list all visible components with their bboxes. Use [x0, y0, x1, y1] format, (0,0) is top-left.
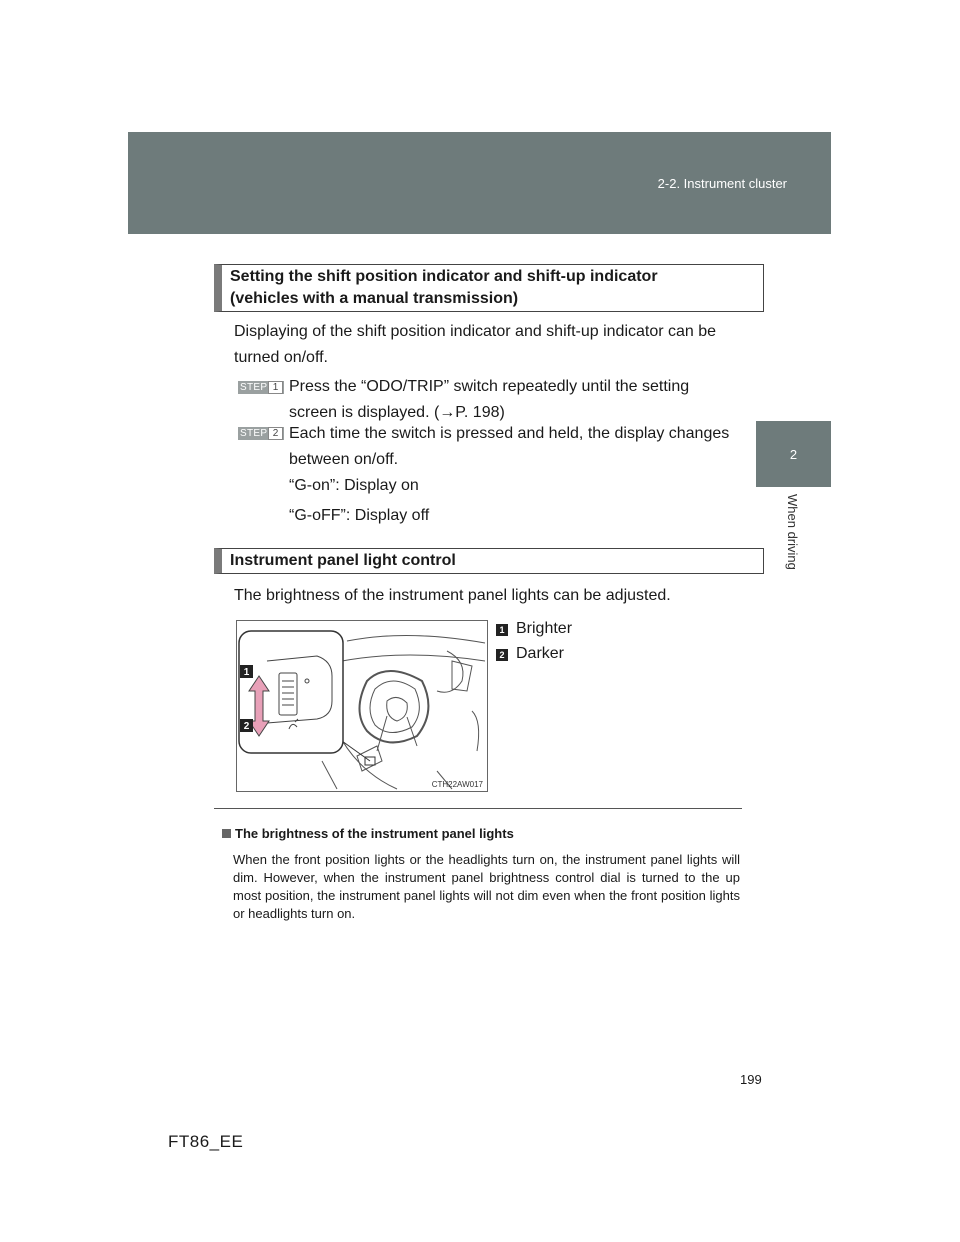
- dashboard-drawing: [237, 621, 487, 791]
- legend-number-1: 1: [496, 624, 508, 636]
- step-number: 1: [268, 381, 283, 394]
- step-2-line2: between on/off.: [289, 451, 399, 468]
- shift-intro-line1: Displaying of the shift position indicator and shift-up indicator can be: [234, 323, 717, 340]
- note-heading-text: The brightness of the instrument panel lights: [235, 826, 514, 841]
- divider: [214, 808, 742, 809]
- step-label: STEP: [240, 382, 268, 393]
- panel-intro: The brightness of the instrument panel lights can be adjusted.: [234, 587, 671, 604]
- step-2-line1: Each time the switch is pressed and held, the display changes: [289, 425, 730, 442]
- model-code: FT86_EE: [168, 1132, 244, 1151]
- chapter-title: When driving: [785, 494, 800, 570]
- step-1-line2: screen is displayed. (→P. 198): [289, 404, 505, 421]
- step-1-text: [289, 374, 740, 426]
- shift-intro: [234, 319, 740, 371]
- shift-intro-line2: turned on/off.: [234, 349, 328, 366]
- figure-code: CTH22AW017: [431, 780, 483, 789]
- legend-label-brighter: Brighter: [516, 620, 573, 637]
- legend-number-2: 2: [496, 649, 508, 661]
- section-title-line1: Setting the shift position indicator and shift-up indicator: [230, 268, 658, 285]
- option-on: “G-on”: Display on: [289, 477, 419, 494]
- section-title-shift-indicator: [214, 264, 764, 312]
- marker-2-label: 2: [243, 721, 250, 732]
- section-title-line2: (vehicles with a manual transmission): [230, 290, 519, 307]
- step-label: STEP: [240, 428, 268, 439]
- header-band: [128, 132, 831, 234]
- step-badge-1: [238, 381, 284, 394]
- dashboard-illustration: [236, 620, 488, 792]
- note-body: When the front position lights or the headlights turn on, the instrument panel lights will dim. However, when the instrument panel brightness control dial is turned to the up most position, the instrument panel lights will not dim even when the front position lights or headlights turn on.: [233, 852, 740, 921]
- legend-label-darker: Darker: [516, 645, 565, 662]
- step-badge-2: [238, 427, 284, 440]
- section-title-panel-light: [214, 548, 764, 574]
- option-off: “G-oFF”: Display off: [289, 507, 430, 524]
- chapter-tab: [756, 421, 831, 487]
- step-2-text: [289, 421, 740, 473]
- chapter-number: 2: [789, 446, 798, 462]
- note-heading: [222, 826, 514, 841]
- note-square-icon: [222, 829, 231, 838]
- marker-1-label: 1: [243, 667, 250, 678]
- step-number: 2: [268, 427, 283, 440]
- page-number: 199: [740, 1072, 762, 1087]
- section-breadcrumb: 2-2. Instrument cluster: [657, 176, 787, 191]
- step-1-line1: Press the “ODO/TRIP” switch repeatedly until the setting: [289, 378, 690, 395]
- section-title: Instrument panel light control: [230, 552, 456, 569]
